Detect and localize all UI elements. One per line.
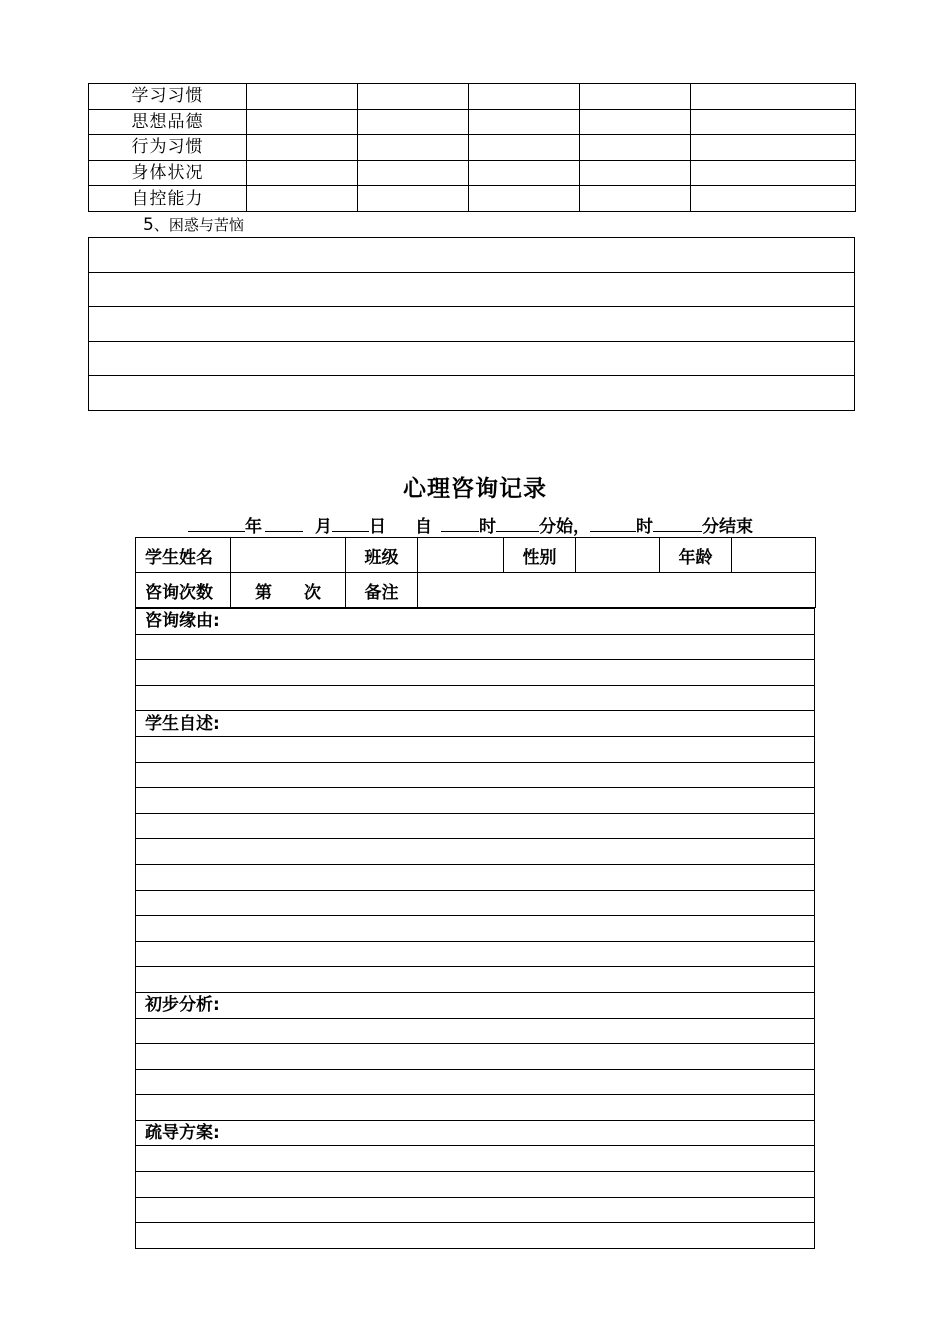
from-label: 自	[415, 517, 432, 537]
evaluation-row-label: 身体状况	[89, 160, 247, 186]
evaluation-cell[interactable]	[358, 84, 469, 110]
evaluation-cell[interactable]	[358, 160, 469, 186]
analysis-line	[136, 1018, 815, 1044]
self-statement-line-field[interactable]	[136, 916, 815, 942]
analysis-line-field[interactable]	[136, 1044, 815, 1070]
evaluation-cell[interactable]	[691, 160, 856, 186]
evaluation-row	[89, 109, 856, 135]
day-blank[interactable]	[332, 514, 369, 532]
evaluation-cell[interactable]	[358, 109, 469, 135]
age-field[interactable]	[732, 538, 816, 573]
evaluation-row-label: 自控能力	[89, 186, 247, 212]
student-info-table	[135, 537, 816, 608]
evaluation-cell[interactable]	[691, 186, 856, 212]
evaluation-cell[interactable]	[358, 135, 469, 161]
evaluation-cell[interactable]	[247, 109, 358, 135]
self-statement-line-field[interactable]	[136, 788, 815, 814]
self-statement-line	[136, 839, 815, 865]
reason-heading-row	[136, 609, 815, 635]
evaluation-row	[89, 160, 856, 186]
plan-heading-row	[136, 1120, 815, 1146]
start-minute-blank[interactable]	[496, 514, 539, 532]
end-minute-label: 分结束	[702, 517, 753, 537]
analysis-line-field[interactable]	[136, 1069, 815, 1095]
troubles-heading-text: 、困惑与苦恼	[153, 216, 244, 234]
evaluation-cell[interactable]	[580, 109, 691, 135]
self-statement-line	[136, 890, 815, 916]
self-statement-line	[136, 967, 815, 993]
session-count-label: 咨询次数	[136, 573, 231, 608]
year-blank[interactable]	[188, 514, 245, 532]
class-field[interactable]	[418, 538, 504, 573]
evaluation-row	[89, 186, 856, 212]
end-hour-blank[interactable]	[590, 514, 636, 532]
reason-line	[136, 685, 815, 711]
evaluation-cell[interactable]	[358, 186, 469, 212]
self-statement-line-field[interactable]	[136, 941, 815, 967]
troubles-heading	[143, 214, 244, 235]
self-statement-line-field[interactable]	[136, 813, 815, 839]
plan-line-field[interactable]	[136, 1146, 815, 1172]
plan-line	[136, 1223, 815, 1249]
class-label: 班级	[346, 538, 418, 573]
evaluation-cell[interactable]	[580, 186, 691, 212]
start-minute-label: 分始，	[539, 517, 590, 537]
troubles-line-field[interactable]	[89, 307, 855, 342]
end-minute-blank[interactable]	[653, 514, 702, 532]
evaluation-cell[interactable]	[691, 135, 856, 161]
analysis-heading-row	[136, 992, 815, 1018]
evaluation-cell[interactable]	[580, 84, 691, 110]
remarks-label: 备注	[346, 573, 418, 608]
session-count-field[interactable]	[231, 573, 346, 608]
record-body-table	[135, 608, 815, 1249]
self-statement-heading: 学生自述:	[136, 711, 815, 737]
evaluation-row	[89, 84, 856, 110]
remarks-field[interactable]	[418, 573, 816, 608]
self-statement-line-field[interactable]	[136, 864, 815, 890]
start-hour-label: 时	[479, 517, 496, 537]
day-label: 日	[369, 517, 386, 537]
self-statement-line-field[interactable]	[136, 967, 815, 993]
self-statement-line-field[interactable]	[136, 736, 815, 762]
self-statement-heading-row	[136, 711, 815, 737]
self-statement-line	[136, 864, 815, 890]
evaluation-cell[interactable]	[247, 160, 358, 186]
evaluation-row-label: 行为习惯	[89, 135, 247, 161]
evaluation-cell[interactable]	[469, 186, 580, 212]
month-blank[interactable]	[265, 514, 303, 532]
start-hour-blank[interactable]	[441, 514, 479, 532]
analysis-line	[136, 1095, 815, 1121]
plan-line-field[interactable]	[136, 1223, 815, 1249]
student-name-label: 学生姓名	[136, 538, 231, 573]
evaluation-cell[interactable]	[469, 84, 580, 110]
student-name-field[interactable]	[231, 538, 346, 573]
self-statement-line-field[interactable]	[136, 890, 815, 916]
self-statement-line-field[interactable]	[136, 762, 815, 788]
self-statement-line-field[interactable]	[136, 839, 815, 865]
analysis-line-field[interactable]	[136, 1018, 815, 1044]
evaluation-cell[interactable]	[691, 109, 856, 135]
troubles-table	[88, 237, 855, 411]
record-title: 心理咨询记录	[403, 476, 547, 502]
plan-line	[136, 1197, 815, 1223]
troubles-line	[89, 272, 855, 307]
evaluation-cell[interactable]	[247, 186, 358, 212]
age-label: 年龄	[660, 538, 732, 573]
self-statement-line	[136, 736, 815, 762]
self-statement-line	[136, 813, 815, 839]
reason-line	[136, 660, 815, 686]
troubles-line-field[interactable]	[89, 272, 855, 307]
plan-line-field[interactable]	[136, 1172, 815, 1198]
troubles-line	[89, 307, 855, 342]
plan-line-field[interactable]	[136, 1197, 815, 1223]
session-suffix: 次	[304, 582, 321, 603]
gender-label: 性别	[504, 538, 576, 573]
self-statement-line	[136, 762, 815, 788]
evaluation-cell[interactable]	[580, 160, 691, 186]
session-time-line	[188, 512, 753, 537]
evaluation-cell[interactable]	[247, 84, 358, 110]
evaluation-row-label: 学习习惯	[89, 84, 247, 110]
troubles-line	[89, 376, 855, 411]
evaluation-cell[interactable]	[469, 135, 580, 161]
reason-line-field[interactable]	[136, 685, 815, 711]
troubles-line	[89, 341, 855, 376]
reason-heading: 咨询缘由:	[136, 609, 815, 635]
reason-line-field[interactable]	[136, 634, 815, 660]
troubles-line-field[interactable]	[89, 238, 855, 273]
troubles-line	[89, 238, 855, 273]
troubles-line-field[interactable]	[89, 376, 855, 411]
end-hour-label: 时	[636, 517, 653, 537]
evaluation-cell[interactable]	[580, 135, 691, 161]
analysis-line	[136, 1069, 815, 1095]
evaluation-table	[88, 83, 856, 212]
analysis-heading: 初步分析:	[136, 992, 815, 1018]
troubles-number: 5	[143, 215, 154, 235]
evaluation-row-label: 思想品德	[89, 109, 247, 135]
gender-field[interactable]	[576, 538, 660, 573]
self-statement-line	[136, 941, 815, 967]
self-statement-line	[136, 788, 815, 814]
analysis-line-field[interactable]	[136, 1095, 815, 1121]
plan-line	[136, 1172, 815, 1198]
year-label: 年	[245, 517, 262, 537]
reason-line	[136, 634, 815, 660]
evaluation-cell[interactable]	[469, 160, 580, 186]
analysis-line	[136, 1044, 815, 1070]
self-statement-line	[136, 916, 815, 942]
troubles-line-field[interactable]	[89, 341, 855, 376]
evaluation-cell[interactable]	[691, 84, 856, 110]
month-label: 月	[315, 517, 332, 537]
evaluation-cell[interactable]	[469, 109, 580, 135]
evaluation-cell[interactable]	[247, 135, 358, 161]
plan-line	[136, 1146, 815, 1172]
plan-heading: 疏导方案:	[136, 1120, 815, 1146]
reason-line-field[interactable]	[136, 660, 815, 686]
evaluation-row	[89, 135, 856, 161]
session-prefix: 第	[255, 582, 272, 603]
